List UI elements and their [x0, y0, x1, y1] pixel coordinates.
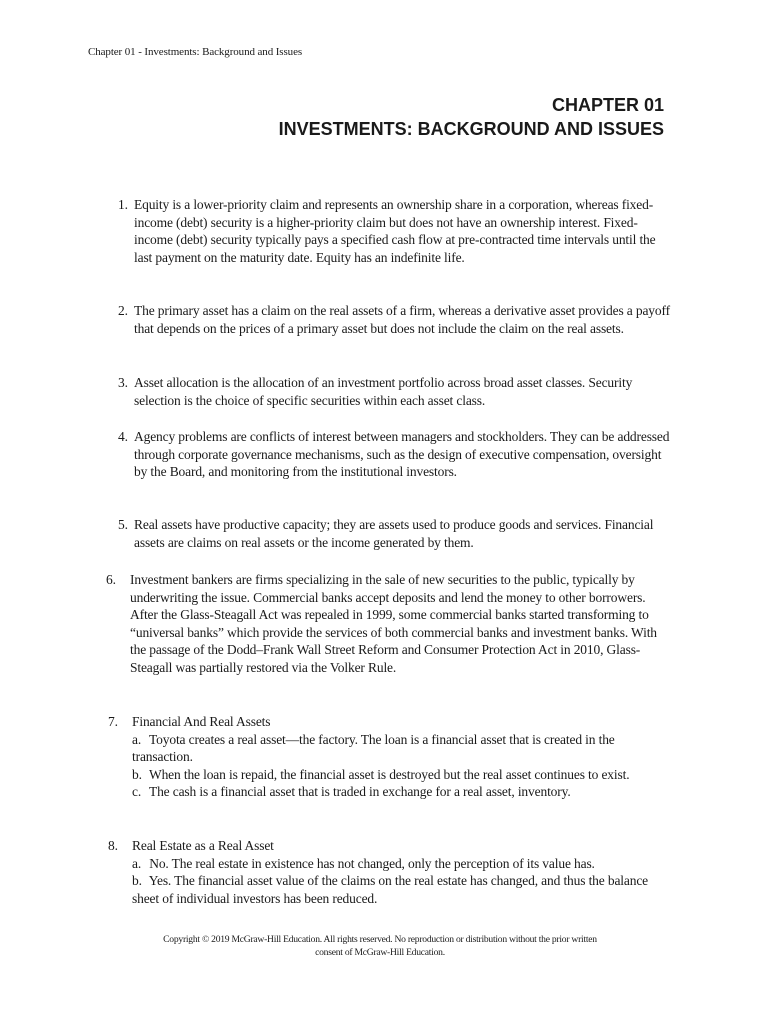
answer-item-1 [118, 196, 670, 266]
answer-item-4 [118, 428, 670, 481]
copyright-footer [90, 933, 670, 959]
chapter-number: CHAPTER 01 [551, 95, 664, 115]
sub-answer-letter: b. [132, 873, 142, 889]
answer-heading: Real Estate as a Real Asset [132, 838, 274, 853]
answer-item-7 [108, 713, 668, 801]
answer-item-3 [118, 374, 670, 409]
copyright-line-2: consent of McGraw-Hill Education. [315, 947, 445, 958]
answer-item-6 [106, 571, 670, 677]
sub-answer-letter: c. [132, 784, 142, 800]
answer-number: 7. [108, 714, 118, 729]
answer-item-2 [118, 302, 670, 337]
answer-text: The primary asset has a claim on the real assets of a firm, whereas a derivative asset provides a payoff that depends on the prices of a primary asset but does not include the claim on the real assets. [134, 303, 670, 336]
answer-number: 5. [118, 517, 128, 532]
chapter-title [279, 93, 664, 141]
answer-number: 3. [118, 375, 128, 390]
answer-text: Real assets have productive capacity; they are assets used to produce goods and services. Financial assets are claims on real assets or the income generated by them. [134, 517, 654, 550]
sub-answer-b [132, 872, 668, 907]
sub-answer-a [132, 731, 668, 766]
answer-number: 2. [118, 303, 128, 318]
answer-heading: Financial And Real Assets [132, 714, 271, 729]
sub-answer-a [132, 855, 668, 873]
copyright-line-1: Copyright © 2019 McGraw-Hill Education. All rights reserved. No reproduction or distribution without the prior written [163, 934, 597, 945]
sub-answer-text: Toyota creates a real asset—the factory. The loan is a financial asset that is created in the transaction. [132, 731, 615, 765]
sub-answer-text: When the loan is repaid, the financial asset is destroyed but the real asset continues to exist. [148, 766, 630, 782]
answer-number: 1. [118, 197, 128, 212]
answer-number: 8. [108, 838, 118, 853]
chapter-name: INVESTMENTS: BACKGROUND AND ISSUES [278, 119, 664, 139]
answer-text: Investment bankers are firms specializing in the sale of new securities to the public, typically by underwriting the issue. Commercial banks accept deposits and lend the money to other borrowers. After the Glass-Steagall Act was repealed in 1999, some commercial banks started transforming to “universal banks” which provide the services of both commercial banks and investment banks. With the passage of the Dodd–Frank Wall Street Reform and Consumer Protection Act in 2010, Glass-Steagall was partially restored via the Volker Rule. [130, 572, 657, 675]
sub-answer-letter: b. [132, 766, 142, 782]
answer-text: Asset allocation is the allocation of an investment portfolio across broad asset classes. Security selection is the choice of specific securities within each asset class. [134, 375, 633, 408]
sub-answer-text: The cash is a financial asset that is traded in exchange for a real asset, inventory. [148, 784, 571, 800]
sub-answer-text: No. The real estate in existence has not changed, only the perception of its value has. [149, 855, 595, 871]
answer-text: Equity is a lower-priority claim and represents an ownership share in a corporation, whereas fixed-income (debt) security is a higher-priority claim but does not have an ownership interest. Fixed-income (debt) security typically pays a specified cash flow at pre-contracted time intervals until the last payment on the maturity date. Equity has an indefinite life. [134, 197, 656, 265]
running-header: Chapter 01 - Investments: Background and Issues [88, 46, 303, 58]
sub-answer-letter: a. [132, 855, 142, 871]
answer-item-5 [118, 516, 670, 551]
sub-answer-letter: a. [132, 731, 142, 747]
sub-answer-text: Yes. The financial asset value of the claims on the real estate has changed, and thus the balance sheet of individual investors has been reduced. [132, 873, 649, 906]
sub-answer-b [132, 766, 668, 784]
sub-answer-c [132, 783, 668, 801]
answer-number: 4. [118, 429, 128, 444]
answer-item-8 [108, 837, 668, 907]
answer-text: Agency problems are conflicts of interest between managers and stockholders. They can be addressed through corporate governance mechanisms, such as the design of executive compensation, oversight by the Board, and monitoring from the institutional investors. [134, 429, 670, 480]
answer-number: 6. [106, 572, 116, 587]
